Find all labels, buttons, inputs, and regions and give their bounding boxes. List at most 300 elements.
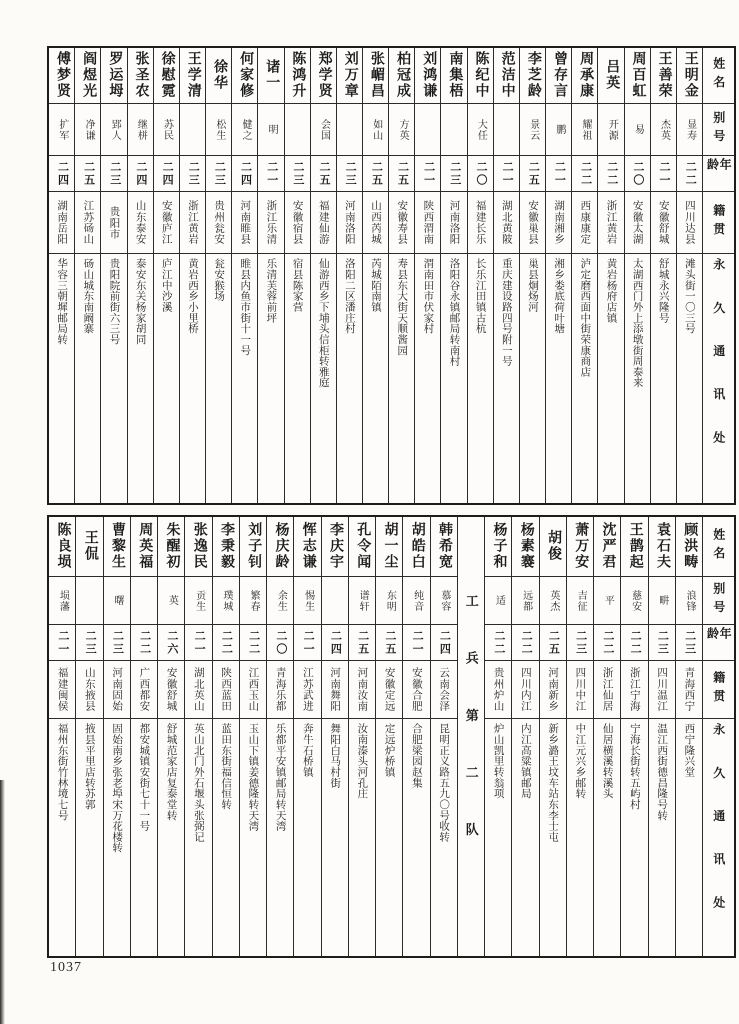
entry-name-cell [180, 48, 205, 104]
entry-name-cell [621, 517, 647, 577]
entry-name-cell [468, 48, 493, 104]
entry-origin: 浙江黄岩 [605, 200, 617, 245]
entry-name-cell [311, 48, 336, 104]
entry-alias: 吉征 [575, 589, 587, 612]
entry-age: 二一 [422, 160, 435, 187]
entry-name: 李秉毅 [218, 522, 234, 571]
entry-name-cell [104, 517, 130, 577]
entry-alias-cell [520, 104, 545, 156]
entry-origin-cell [101, 192, 126, 254]
entry-origin: 山东掖县 [83, 667, 95, 712]
entry-alias-cell [403, 577, 429, 625]
header-column [703, 48, 734, 503]
entry-address-cell [441, 254, 466, 503]
entry-address-cell [572, 254, 597, 503]
entry-age-cell [494, 156, 519, 192]
entry-origin-cell [567, 661, 593, 719]
entry-origin-cell [322, 661, 348, 719]
entry-column [258, 48, 284, 503]
entry-address-cell [322, 719, 348, 956]
entry-age-cell [651, 156, 676, 192]
entry-age: 二三 [108, 160, 121, 187]
entry-column [598, 48, 624, 503]
entry-name-cell [206, 48, 231, 104]
entry-origin-cell [677, 192, 702, 254]
entry-alias: 健之 [240, 118, 252, 141]
entry-origin-cell [512, 661, 538, 719]
entry-column [49, 48, 75, 503]
entry-address-cell [349, 719, 375, 956]
entry-origin: 河南汝南 [356, 667, 368, 712]
entry-age-cell [128, 156, 153, 192]
entry-age: 二五 [383, 629, 396, 656]
entry-origin-cell [131, 661, 157, 719]
entry-address-cell [131, 719, 157, 956]
entry-origin-cell [676, 661, 702, 719]
entry-age: 二四 [161, 160, 174, 187]
header-cell-age [703, 156, 734, 192]
entry-address-cell [676, 719, 702, 956]
entry-origin-cell [311, 192, 336, 254]
entry-alias-cell [494, 104, 519, 156]
entry-age: 二四 [329, 629, 342, 656]
entry-age: 二二 [601, 629, 614, 656]
entry-address: 掖县平里店转苏郭 [83, 723, 95, 810]
entry-name: 陈良埙 [55, 522, 71, 571]
entry-origin-cell [485, 661, 511, 719]
entry-address-cell [104, 719, 130, 956]
entry-address: 汝南溱头河孔庄 [356, 723, 368, 799]
entry-origin-cell [441, 192, 466, 254]
entry-origin-cell [49, 661, 75, 719]
entry-alias-cell [49, 577, 75, 625]
entry-name: 王明金 [682, 51, 698, 100]
entry-origin-cell [232, 192, 257, 254]
entry-address-cell [403, 719, 429, 956]
entry-origin-cell [213, 661, 239, 719]
entry-origin: 河南新乡 [547, 667, 559, 712]
entry-alias: 方英 [396, 118, 408, 141]
entry-column [267, 517, 294, 956]
entry-address: 舒城永兴隆号 [657, 258, 669, 323]
entry-age-cell [213, 625, 239, 661]
entry-alias: 慕容 [438, 589, 450, 612]
entry-alias: 易 [632, 124, 644, 135]
header-label-age: 年龄 [705, 627, 733, 646]
section-cell [458, 517, 484, 956]
entry-origin: 河南睢县 [239, 200, 251, 245]
entry-alias: 大任 [475, 118, 487, 141]
entry-name-cell [567, 517, 593, 577]
entry-address: 炉山凯里转翁项 [492, 723, 504, 799]
entry-origin-cell [49, 192, 74, 254]
entry-alias: 东明 [384, 589, 396, 612]
entry-alias: 适 [493, 595, 505, 606]
entry-origin-cell [431, 661, 457, 719]
entry-column [363, 48, 389, 503]
entry-name-cell [294, 517, 320, 577]
entry-address: 泸定磨西面中街荣康商店 [579, 258, 591, 377]
entry-address-cell [158, 719, 184, 956]
entry-age-cell [101, 156, 126, 192]
entry-origin: 浙江宁海 [628, 667, 640, 712]
entry-name-cell [49, 517, 75, 577]
entry-address-cell [232, 254, 257, 503]
entry-name: 韩希宽 [436, 522, 452, 571]
entry-age: 二五 [356, 629, 369, 656]
entry-age-cell [441, 156, 466, 192]
entry-alias-cell [267, 577, 293, 625]
entry-age: 二三 [448, 160, 461, 187]
entry-origin: 青海西宁 [683, 667, 695, 712]
entry-age: 二三 [574, 629, 587, 656]
entry-origin: 四川中江 [574, 667, 586, 712]
entry-name-cell [415, 48, 440, 104]
entry-age-cell [240, 625, 266, 661]
entry-address: 合肥梁园赵集 [410, 723, 422, 788]
roster-table-bottom [47, 515, 736, 958]
entry-address: 渭南田市伏家村 [422, 258, 434, 334]
entry-origin: 安徽巢县 [526, 200, 538, 245]
entry-name-cell [232, 48, 257, 104]
entry-address: 新乡潞王坟车站东李士屯 [547, 723, 559, 842]
entry-origin: 浙江仙居 [601, 667, 613, 712]
entry-origin: 河南洛阳 [448, 200, 460, 245]
entry-name-cell [75, 48, 100, 104]
entry-age: 二一 [658, 160, 671, 187]
entry-age: 二二 [138, 629, 151, 656]
entry-address-cell [389, 254, 414, 503]
entry-name: 陈鸿升 [290, 51, 306, 100]
page-number: 1037 [50, 960, 82, 975]
entry-age: 二四 [239, 160, 252, 187]
entry-alias-cell [213, 577, 239, 625]
entry-alias: 郢人 [109, 118, 121, 141]
entry-address-cell [376, 719, 402, 956]
entry-age: 二二 [220, 629, 233, 656]
entry-alias: 开源 [606, 118, 618, 141]
entry-address-cell [154, 254, 179, 503]
entry-alias-cell [540, 577, 566, 625]
entry-alias-cell [676, 577, 702, 625]
entry-alias-cell [546, 104, 571, 156]
entry-column [403, 517, 430, 956]
entry-name-cell [494, 48, 519, 104]
section-divider-column [458, 517, 485, 956]
roster-table-top [47, 46, 736, 505]
header-label-age: 年龄 [705, 158, 733, 177]
entry-address: 内江高粱镇邮局 [519, 723, 531, 799]
entry-age-cell [649, 625, 675, 661]
entry-alias-cell [75, 104, 100, 156]
entry-name: 罗运坶 [107, 51, 123, 100]
entry-column [131, 517, 158, 956]
entry-name: 曹黎生 [109, 522, 125, 571]
header-label-name: 姓名 [711, 527, 726, 566]
entry-alias: 贡生 [193, 589, 205, 612]
entry-column [594, 517, 621, 956]
entry-name-cell [572, 48, 597, 104]
entry-age-cell [322, 625, 348, 661]
entry-age: 二三 [187, 160, 200, 187]
entry-address-cell [651, 254, 676, 503]
entry-address-cell [185, 719, 211, 956]
entry-alias-cell [376, 577, 402, 625]
entry-age-cell [677, 156, 702, 192]
entry-age-cell [49, 625, 75, 661]
entry-name-cell [546, 48, 571, 104]
entry-address: 太湖西门外上添墩街周泰来 [631, 258, 643, 388]
entry-age: 二一 [302, 629, 315, 656]
entry-origin: 安徽寿县 [396, 200, 408, 245]
entry-address-cell [485, 719, 511, 956]
entry-alias: 曙 [111, 595, 123, 606]
entry-address: 舒城范家店复泰堂转 [165, 723, 177, 821]
entry-name: 杨子和 [491, 522, 507, 571]
entry-column [337, 48, 363, 503]
entry-origin: 贵州炉山 [492, 667, 504, 712]
entry-age-cell [49, 156, 74, 192]
entry-name: 范洁中 [499, 51, 515, 100]
entry-address-cell [363, 254, 388, 503]
entry-origin-cell [363, 192, 388, 254]
entry-name: 何家修 [238, 51, 254, 100]
entry-address-cell [337, 254, 362, 503]
entry-address: 芮城陌南镇 [370, 258, 382, 313]
entry-age-cell [594, 625, 620, 661]
entry-age-cell [180, 156, 205, 192]
entry-name: 南集梧 [447, 51, 463, 100]
entry-address: 宿县陈家营 [291, 258, 303, 313]
entry-age: 二三 [656, 629, 669, 656]
entry-address-cell [49, 719, 75, 956]
entry-address: 瓮安猴场 [213, 258, 225, 302]
entry-origin: 江苏砀山 [82, 200, 94, 245]
entry-age: 二三 [291, 160, 304, 187]
header-label-name: 姓名 [711, 56, 726, 95]
entry-origin-cell [403, 661, 429, 719]
entry-column [240, 517, 267, 956]
entry-alias: 慈安 [629, 589, 641, 612]
entry-origin-cell [625, 192, 650, 254]
entry-alias-cell [649, 577, 675, 625]
entry-alias-cell [363, 104, 388, 156]
entry-origin-cell [468, 192, 493, 254]
entry-origin-cell [180, 192, 205, 254]
entry-origin: 浙江乐清 [265, 200, 277, 245]
entry-name-cell [285, 48, 310, 104]
entry-name: 王善荣 [656, 51, 672, 100]
scan-edge-shadow [0, 780, 5, 1024]
entry-origin: 江西玉山 [247, 667, 259, 712]
entry-age-cell [311, 156, 336, 192]
entry-age: 二三 [213, 160, 226, 187]
entry-alias: 埙藩 [57, 589, 69, 612]
entry-age-cell [285, 156, 310, 192]
entry-address-cell [594, 719, 620, 956]
entry-origin-cell [285, 192, 310, 254]
entry-age-cell [376, 625, 402, 661]
entry-column [677, 48, 703, 503]
entry-age: 二五 [527, 160, 540, 187]
entry-origin: 西康康定 [579, 200, 591, 245]
entry-age-cell [185, 625, 211, 661]
entry-address: 黄岩西乡小里桥 [186, 258, 198, 334]
entry-name-cell [389, 48, 414, 104]
entry-age-cell [232, 156, 257, 192]
entry-column [180, 48, 206, 503]
entry-column [441, 48, 467, 503]
entry-age-cell [676, 625, 702, 661]
entry-age-cell [572, 156, 597, 192]
entry-age-cell [520, 156, 545, 192]
entry-column [572, 48, 598, 503]
entry-alias-cell [598, 104, 623, 156]
entry-age: 二一 [265, 160, 278, 187]
entry-name-cell [267, 517, 293, 577]
header-cell-name [703, 48, 734, 104]
entry-age: 二一 [501, 160, 514, 187]
entry-name: 刘子钊 [246, 522, 262, 571]
header-cell-alias [703, 577, 734, 625]
entry-alias: 平 [602, 595, 614, 606]
entry-column [567, 517, 594, 956]
header-cell-address [703, 719, 734, 956]
entry-alias: 繁春 [248, 589, 260, 612]
entry-address-cell [598, 254, 623, 503]
entry-origin-cell [267, 661, 293, 719]
entry-origin: 湖南岳阳 [56, 200, 68, 245]
entry-name-cell [131, 517, 157, 577]
entry-origin-cell [572, 192, 597, 254]
header-cell-origin [703, 192, 734, 254]
entry-address-cell [520, 254, 545, 503]
entry-alias-cell [76, 577, 102, 625]
entry-alias: 余生 [275, 589, 287, 612]
entry-alias-cell [206, 104, 231, 156]
entry-column [389, 48, 415, 503]
entry-address: 仙居横溪转溪头 [601, 723, 613, 799]
entry-address-cell [75, 254, 100, 503]
entry-column [349, 517, 376, 956]
entry-address: 黄岩杨府店镇 [605, 258, 617, 323]
entry-address: 乐清芙蓉前坪 [265, 258, 277, 323]
entry-column [206, 48, 232, 503]
entry-alias-cell [572, 104, 597, 156]
entry-alias-cell [232, 104, 257, 156]
entry-alias: 杰英 [658, 118, 670, 141]
entry-name-cell [512, 517, 538, 577]
entry-alias-cell [567, 577, 593, 625]
entry-age-cell [431, 625, 457, 661]
entry-name: 陈纪中 [473, 51, 489, 100]
entry-origin-cell [104, 661, 130, 719]
entry-name-cell [158, 517, 184, 577]
entry-address-cell [546, 254, 571, 503]
entry-age-cell [267, 625, 293, 661]
entry-column [76, 517, 103, 956]
entry-address: 贵阳院前街六三号 [108, 258, 120, 345]
entry-origin-cell [128, 192, 153, 254]
entry-age-cell [349, 625, 375, 661]
entry-origin-cell [540, 661, 566, 719]
header-cell-name [703, 517, 734, 577]
entry-address-cell [567, 719, 593, 956]
entry-name-cell [540, 517, 566, 577]
entry-name-cell [154, 48, 179, 104]
entry-name: 杨素褰 [518, 522, 534, 571]
entry-alias: 鹏 [553, 124, 565, 135]
entry-name-cell [594, 517, 620, 577]
entry-alias-cell [651, 104, 676, 156]
entry-column [322, 517, 349, 956]
entry-name-cell [258, 48, 283, 104]
entry-origin-cell [494, 192, 519, 254]
entry-address: 英山北门外石堰头张弼记 [192, 723, 204, 842]
entry-column [158, 517, 185, 956]
entry-origin: 浙江黄岩 [186, 200, 198, 245]
entry-name: 胡一尘 [382, 522, 398, 571]
entry-origin: 福建闽侯 [56, 667, 68, 712]
entry-column [468, 48, 494, 503]
entry-column [154, 48, 180, 503]
entry-age-cell [158, 625, 184, 661]
entry-origin: 湖北黄陂 [500, 200, 512, 245]
entry-alias-cell [180, 104, 205, 156]
entry-name: 恽志谦 [300, 522, 316, 571]
entry-alias: 英杰 [547, 589, 559, 612]
entry-origin: 山西芮城 [370, 200, 382, 245]
entry-origin: 山东泰安 [134, 200, 146, 245]
entry-age: 二一 [411, 629, 424, 656]
entry-alias: 英 [166, 595, 178, 606]
entry-name: 王鹊起 [627, 522, 643, 571]
entry-age: 二二 [684, 160, 697, 187]
entry-alias: 苏民 [161, 118, 173, 141]
entry-age: 二五 [396, 160, 409, 187]
entry-address: 庐江中沙溪 [160, 258, 172, 313]
entry-name: 李庆宇 [327, 522, 343, 571]
entry-origin-cell [376, 661, 402, 719]
entry-age: 二三 [344, 160, 357, 187]
entry-age-cell [76, 625, 102, 661]
entry-alias: 浪锋 [684, 589, 696, 612]
entry-origin-cell [649, 661, 675, 719]
entry-age: 二五 [547, 629, 560, 656]
entry-column [431, 517, 458, 956]
entry-age: 二一 [56, 629, 69, 656]
entry-name-cell [485, 517, 511, 577]
entry-alias-cell [677, 104, 702, 156]
entry-name: 傅梦贤 [55, 51, 71, 100]
header-label-address: 永久通讯处 [711, 258, 726, 474]
entry-origin: 云南会泽 [438, 667, 450, 712]
entry-address-cell [285, 254, 310, 503]
entry-age: 二二 [605, 160, 618, 187]
entry-age-cell [206, 156, 231, 192]
entry-address: 泰安东关杨家胡同 [134, 258, 146, 345]
entry-alias-cell [185, 577, 211, 625]
entry-origin: 安徽舒城 [657, 200, 669, 245]
entry-origin: 陕西蓝田 [220, 667, 232, 712]
entry-name: 袁石夫 [654, 522, 670, 571]
entry-name-cell [363, 48, 388, 104]
entry-name: 诸一 [264, 59, 280, 92]
entry-age: 二三 [84, 629, 97, 656]
entry-address: 重庆建设路四号附一号 [500, 258, 512, 367]
entry-alias: 继栟 [135, 118, 147, 141]
entry-address: 都安城镇安街七十一号 [138, 723, 150, 832]
